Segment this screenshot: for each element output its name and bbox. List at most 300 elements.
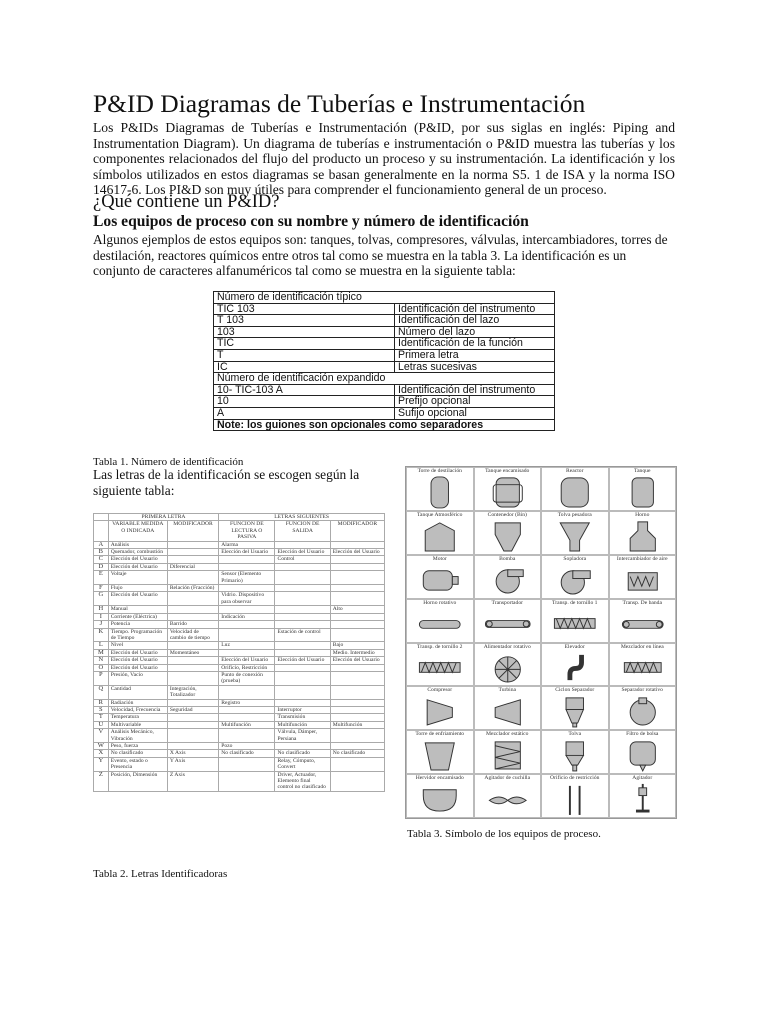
symbol-label: Reactor	[566, 468, 584, 474]
intro-paragraph: Los P&IDs Diagramas de Tuberías e Instrumentación (P&ID, por sus siglas en inglés: Piping and Instrumentation Diagram). Un diagrama de tuberías e instrumentación o P&ID muestra las tuberías y los componentes relacionados del flujo del producto un proceso y su instrumentación. La identificación y los símbolos utilizados en estos diagramas se basan generalmente en la norma S5. 1 de ISA y la norma ISO 14617-6. Los PI&D son muy útiles para comprender el funcionamiento general de un proceso.	[93, 120, 675, 198]
symbol-label: Turbina	[498, 687, 516, 694]
t2-cell: Evento, estado o Presencia	[108, 757, 167, 771]
t1-code: IC	[214, 361, 395, 373]
t2-cell: Estación de control	[275, 628, 330, 642]
symbol-label: Contenedor (Bin)	[487, 511, 527, 518]
t2-cell	[167, 657, 218, 664]
identifying-letters-table	[93, 513, 385, 792]
t2-cell	[219, 757, 275, 771]
t2-letter: P	[94, 671, 109, 685]
t2-cell: Multifunción	[275, 721, 330, 728]
t2-letter: Q	[94, 685, 109, 699]
t2-cell: Voltaje	[108, 571, 167, 585]
t2-cell	[275, 585, 330, 592]
t2-cell	[275, 613, 330, 620]
t2-cell	[167, 549, 218, 556]
t1-code: 10- TIC-103 A	[214, 384, 395, 396]
symbol-label: Orificio de restricción	[550, 775, 600, 782]
t2-cell: Elección del Usuario	[330, 549, 384, 556]
t2-cell: Interruptor	[275, 706, 330, 713]
t2-cell: Multifunción	[219, 721, 275, 728]
t2-row	[94, 671, 385, 685]
t2-letter: E	[94, 571, 109, 585]
t2-letter: J	[94, 621, 109, 628]
identification-table	[213, 291, 555, 431]
symbol-label: Agitador de cuchilla	[484, 775, 531, 782]
symbol-label: Transportador	[491, 599, 523, 606]
t2-cell	[275, 563, 330, 570]
t2-cell: No clasificado	[219, 750, 275, 757]
symbol-cell	[406, 774, 474, 818]
t2-row	[94, 541, 385, 548]
symbol-cell	[609, 730, 677, 774]
t2-cell: Elección del Usuario	[108, 657, 167, 664]
t2-cell	[219, 771, 275, 791]
symbol-cell	[474, 643, 542, 687]
t2-row	[94, 649, 385, 656]
t2-cell	[167, 642, 218, 649]
t2-cell	[167, 714, 218, 721]
t2-cell	[275, 642, 330, 649]
symbol-cell	[406, 511, 474, 555]
t2-cell: Análisis	[108, 541, 167, 548]
t2-cell: Elección del Usuario	[108, 592, 167, 606]
t2-cell	[275, 592, 330, 606]
section-heading: ¿Qué contiene un P&ID?	[93, 192, 280, 212]
t2-column-header: FUNCION DE SALIDA	[275, 521, 330, 541]
table1-caption: Tabla 1. Número de identificación	[93, 456, 244, 468]
t2-cell	[219, 628, 275, 642]
t2-cell	[219, 729, 275, 743]
symbol-cell	[474, 730, 542, 774]
t2-cell	[330, 706, 384, 713]
symbol-label: Bomba	[499, 555, 516, 562]
t1-code: T 103	[214, 315, 395, 327]
t2-letter: K	[94, 628, 109, 642]
t2-cell	[330, 541, 384, 548]
t1-code: TIC	[214, 338, 395, 350]
t2-row	[94, 585, 385, 592]
t2-cell: Nivel	[108, 642, 167, 649]
symbol-cell	[609, 599, 677, 643]
t2-cell: Transmisión	[275, 714, 330, 721]
t2-cell	[167, 613, 218, 620]
t2-cell: Corriente (Eléctrica)	[108, 613, 167, 620]
symbol-cell	[474, 555, 542, 599]
t2-letter: S	[94, 706, 109, 713]
symbol-cell	[406, 555, 474, 599]
t1-code: 10	[214, 396, 395, 408]
t2-row	[94, 743, 385, 750]
t2-row	[94, 556, 385, 563]
t2-cell: Elección del Usuario	[275, 549, 330, 556]
t2-column-header: MODIFICADOR	[167, 521, 218, 541]
symbol-cell	[541, 599, 609, 643]
t1-description: Número del lazo	[395, 326, 555, 338]
t2-cell: Barrido	[167, 621, 218, 628]
symbol-label: Filtro de bolsa	[626, 731, 659, 738]
t2-cell: Multifunción	[330, 721, 384, 728]
symbol-cell	[474, 686, 542, 730]
symbol-label: Tanque Atmosférico	[417, 511, 463, 518]
t2-cell: Velocidad, Frecuencia	[108, 706, 167, 713]
t2-cell: Elección del Usuario	[108, 563, 167, 570]
t2-cell: Manual	[108, 606, 167, 613]
t2-cell: Control	[275, 556, 330, 563]
t1-row	[214, 315, 555, 327]
t2-cell: Flujo	[108, 585, 167, 592]
t2-cell	[330, 585, 384, 592]
t2-cell	[330, 621, 384, 628]
t1-description: Identificación del instrumento	[395, 384, 555, 396]
symbol-label: Elevador	[564, 643, 585, 650]
t2-corner-2	[94, 521, 109, 541]
t2-cell: Sensor (Elemento Primario)	[219, 571, 275, 585]
t2-row	[94, 664, 385, 671]
symbol-label: Tolva pesadora	[557, 511, 592, 518]
symbol-label: Agitador	[632, 775, 653, 782]
t2-letter: A	[94, 541, 109, 548]
t2-letter: G	[94, 592, 109, 606]
t2-row	[94, 571, 385, 585]
t2-letter: U	[94, 721, 109, 728]
t2-cell	[167, 729, 218, 743]
t2-cell: Registro	[219, 699, 275, 706]
equipment-paragraph: Algunos ejemplos de estos equipos son: tanques, tolvas, compresores, válvulas, intercambiadores, torres de destilación, reactores químicos entre otros tal como se muestra en la tabla 3. La identificación es un conjunto de caracteres alfanuméricos tal como se muestra en la siguiente tabla:	[93, 232, 668, 279]
t1-row	[214, 303, 555, 315]
t2-cell	[219, 706, 275, 713]
symbol-cell	[609, 555, 677, 599]
t2-cell	[219, 649, 275, 656]
t2-row	[94, 714, 385, 721]
t2-group-following-letters: LETRAS SIGUIENTES	[219, 514, 385, 521]
t1-row	[214, 407, 555, 419]
t2-cell: Punto de conexión (prueba)	[219, 671, 275, 685]
t2-cell: Radiación	[108, 699, 167, 706]
t1-note	[214, 419, 555, 431]
letters-paragraph: Las letras de la identificación se escogen según la siguiente tabla:	[93, 467, 360, 498]
symbol-label: Torre de enfriamiento	[415, 731, 465, 738]
t2-cell	[275, 699, 330, 706]
t2-cell: Elección del Usuario	[275, 657, 330, 664]
symbol-label: Sopladora	[563, 555, 587, 562]
t2-cell	[330, 592, 384, 606]
symbol-label: Separador rotativo	[621, 687, 663, 694]
symbol-cell	[541, 774, 609, 818]
t2-letter: F	[94, 585, 109, 592]
t2-letter: L	[94, 642, 109, 649]
t1-description: Identificación del instrumento	[395, 303, 555, 315]
t1-note-label: Note:	[217, 418, 245, 431]
t2-row	[94, 757, 385, 771]
t2-cell	[275, 606, 330, 613]
t2-cell	[167, 664, 218, 671]
t2-cell: Indicación	[219, 613, 275, 620]
t2-cell: Peso, fuerza	[108, 743, 167, 750]
t2-cell: Velocidad de cambio de tiempo	[167, 628, 218, 642]
symbol-cell	[406, 467, 474, 511]
symbol-cell	[541, 555, 609, 599]
symbol-label: Tanque encamisado	[485, 468, 530, 474]
t2-cell: X Axis	[167, 750, 218, 757]
symbol-cell	[609, 686, 677, 730]
t2-cell	[219, 563, 275, 570]
t2-cell: Driver, Actuador, Elemento final control no clasificado	[275, 771, 330, 791]
t2-group-first-letter: PRIMERA LETRA	[108, 514, 219, 521]
t2-letter: X	[94, 750, 109, 757]
t2-cell	[330, 628, 384, 642]
t1-description: Identificación de la función	[395, 338, 555, 350]
t2-cell	[330, 671, 384, 685]
symbol-cell	[474, 774, 542, 818]
symbol-label: Mezclador estático	[486, 731, 529, 738]
symbol-cell	[541, 686, 609, 730]
t2-letter: T	[94, 714, 109, 721]
t2-row	[94, 613, 385, 620]
symbol-label: Horno	[635, 511, 650, 518]
t2-cell: Elección del Usuario	[330, 657, 384, 664]
t2-cell	[330, 714, 384, 721]
t2-letter: R	[94, 699, 109, 706]
symbol-cell	[406, 730, 474, 774]
t1-row	[214, 373, 555, 385]
t1-code: T	[214, 349, 395, 361]
t1-row	[214, 326, 555, 338]
t2-cell	[275, 671, 330, 685]
t1-description: Primera letra	[395, 349, 555, 361]
t2-cell: Elección del Usuario	[108, 664, 167, 671]
t2-cell: Y Axis	[167, 757, 218, 771]
t2-cell	[167, 556, 218, 563]
t2-letter: W	[94, 743, 109, 750]
t2-cell	[167, 743, 218, 750]
symbol-cell	[541, 730, 609, 774]
t2-cell	[219, 685, 275, 699]
t2-cell	[275, 541, 330, 548]
t2-column-header: VARIABLE MEDIDA O INDICADA	[108, 521, 167, 541]
t2-letter: C	[94, 556, 109, 563]
t2-cell: Seguridad	[167, 706, 218, 713]
t2-cell	[219, 714, 275, 721]
symbol-label: Transp. de tornillo 1	[552, 599, 598, 606]
t2-cell: Luz	[219, 642, 275, 649]
t2-row	[94, 549, 385, 556]
t2-cell	[275, 649, 330, 656]
t2-cell	[275, 664, 330, 671]
t2-corner	[94, 514, 109, 521]
subsection-heading: Los equipos de proceso con su nombre y número de identificación	[93, 213, 529, 230]
t2-row	[94, 657, 385, 664]
t2-cell: Alarma	[219, 541, 275, 548]
t2-cell: Relay, Cómputo, Convert	[275, 757, 330, 771]
t2-row	[94, 563, 385, 570]
t2-cell	[167, 699, 218, 706]
t2-letter: I	[94, 613, 109, 620]
t2-row	[94, 628, 385, 642]
t2-row	[94, 729, 385, 743]
t1-note-row	[214, 419, 555, 431]
t2-cell: Potencia	[108, 621, 167, 628]
t2-row	[94, 621, 385, 628]
t1-row	[214, 338, 555, 350]
t2-letter: B	[94, 549, 109, 556]
symbol-label: Transp. de tornillo 2	[417, 643, 463, 650]
t1-description: Sufijo opcional	[395, 407, 555, 419]
symbol-label: Torre de destilación	[417, 468, 462, 474]
t1-row	[214, 361, 555, 373]
t1-description: Letras sucesivas	[395, 361, 555, 373]
t2-cell: Diferencial	[167, 563, 218, 570]
t2-cell: No clasificado	[330, 750, 384, 757]
t2-letter: N	[94, 657, 109, 664]
t2-cell	[330, 699, 384, 706]
t2-cell	[330, 729, 384, 743]
t2-cell	[275, 743, 330, 750]
t2-cell	[330, 743, 384, 750]
t2-letter: H	[94, 606, 109, 613]
t2-row	[94, 706, 385, 713]
t2-cell: Cantidad	[108, 685, 167, 699]
t2-cell: No clasificado	[275, 750, 330, 757]
t2-cell: Relación (Fracción)	[167, 585, 218, 592]
t2-cell: Bajo	[330, 642, 384, 649]
equipment-symbols-table	[405, 466, 677, 819]
t2-cell: Elección del Usuario	[219, 549, 275, 556]
symbol-cell	[474, 467, 542, 511]
t2-cell	[219, 621, 275, 628]
t2-cell: Elección del Usuario	[219, 657, 275, 664]
t2-row	[94, 642, 385, 649]
t2-cell: Orificio, Restricción	[219, 664, 275, 671]
t2-cell	[330, 685, 384, 699]
t2-cell	[330, 613, 384, 620]
symbol-label: Transp. De banda	[622, 599, 662, 606]
t1-note-text: los guiones son opcionales como separadores	[244, 418, 484, 431]
t2-cell	[275, 571, 330, 585]
t2-cell	[219, 585, 275, 592]
t2-cell	[167, 606, 218, 613]
t2-cell	[330, 664, 384, 671]
t2-cell: Elección del Usuario	[108, 556, 167, 563]
symbol-label: Compresor	[427, 687, 453, 694]
t2-cell	[219, 556, 275, 563]
t2-cell	[275, 685, 330, 699]
table3-caption: Tabla 3. Símbolo de los equipos de proceso.	[407, 828, 601, 840]
t2-letter: Y	[94, 757, 109, 771]
t2-cell: Vidrio. Dispositivo para observar	[219, 592, 275, 606]
page-title: P&ID Diagramas de Tuberías e Instrumentación	[93, 89, 586, 118]
t1-code: 103	[214, 326, 395, 338]
symbol-label: Mezclador en línea	[620, 643, 664, 650]
t2-cell	[330, 757, 384, 771]
t2-column-header: FUNCION DE LECTURA O PASIVA	[219, 521, 275, 541]
symbol-cell	[474, 599, 542, 643]
symbol-label: Alimentador rotativo	[483, 643, 531, 650]
t2-cell: Válvula, Dámper, Persiana	[275, 729, 330, 743]
symbol-cell	[609, 774, 677, 818]
t2-column-header: MODIFICADOR	[330, 521, 384, 541]
t2-cell: Alto	[330, 606, 384, 613]
t2-letter: D	[94, 563, 109, 570]
symbol-cell	[609, 467, 677, 511]
t2-cell	[330, 771, 384, 791]
t2-cell: Presión, Vacío	[108, 671, 167, 685]
symbol-label: Tolva	[568, 731, 582, 738]
table2-caption: Tabla 2. Letras Identificadoras	[93, 868, 228, 880]
t2-cell	[167, 592, 218, 606]
symbol-label: Motor	[432, 555, 447, 562]
t1-code: TIC 103	[214, 303, 395, 315]
t2-cell: Temperatura	[108, 714, 167, 721]
t2-cell: Elección del Usuario	[108, 649, 167, 656]
t2-letter: M	[94, 649, 109, 656]
symbol-cell	[609, 643, 677, 687]
t1-row	[214, 384, 555, 396]
symbol-cell	[406, 643, 474, 687]
t2-letter: V	[94, 729, 109, 743]
t2-cell: Posición, Dimensión	[108, 771, 167, 791]
t2-cell: Pozo	[219, 743, 275, 750]
t2-row	[94, 721, 385, 728]
t1-row	[214, 396, 555, 408]
t2-cell	[330, 563, 384, 570]
t1-section-header: Número de identificación típico	[214, 292, 555, 304]
t1-section-header: Número de identificación expandido	[214, 373, 555, 385]
t2-cell	[167, 671, 218, 685]
t2-cell: No clasificado	[108, 750, 167, 757]
symbol-cell	[474, 511, 542, 555]
t2-cell: Quemador, combustión	[108, 549, 167, 556]
symbol-label: Hervidor encamisado	[415, 775, 464, 782]
t2-cell: Tiempo. Programación de Tiempo	[108, 628, 167, 642]
symbol-label: Ciclon Separador	[555, 687, 595, 694]
t1-description: Prefijo opcional	[395, 396, 555, 408]
t2-cell	[167, 541, 218, 548]
t2-row	[94, 771, 385, 791]
t1-description: Identificación del lazo	[395, 315, 555, 327]
t1-row	[214, 292, 555, 304]
t2-row	[94, 750, 385, 757]
t2-cell: Análisis Mecánico, Vibración	[108, 729, 167, 743]
t2-cell	[167, 571, 218, 585]
symbol-label: Intercambiador de aire	[616, 555, 668, 562]
symbol-cell	[609, 511, 677, 555]
t2-cell	[219, 606, 275, 613]
t2-cell: Medio. Intermedio	[330, 649, 384, 656]
t2-cell	[167, 721, 218, 728]
t2-row	[94, 606, 385, 613]
t2-row	[94, 699, 385, 706]
t1-row	[214, 349, 555, 361]
t2-cell	[330, 571, 384, 585]
t2-cell	[275, 621, 330, 628]
symbol-label: Tanque	[634, 468, 651, 474]
t2-letter: Z	[94, 771, 109, 791]
t2-cell: Z Axis	[167, 771, 218, 791]
t2-cell: Multivariable	[108, 721, 167, 728]
t2-row	[94, 592, 385, 606]
symbol-label: Horno rotativo	[423, 599, 457, 606]
symbol-cell	[541, 643, 609, 687]
t1-code: A	[214, 407, 395, 419]
symbol-cell	[406, 686, 474, 730]
t2-cell: Integración, Totalizador	[167, 685, 218, 699]
symbol-cell	[406, 599, 474, 643]
t2-row	[94, 685, 385, 699]
t2-cell	[330, 556, 384, 563]
symbol-cell	[541, 511, 609, 555]
t2-cell: Momentáneo	[167, 649, 218, 656]
